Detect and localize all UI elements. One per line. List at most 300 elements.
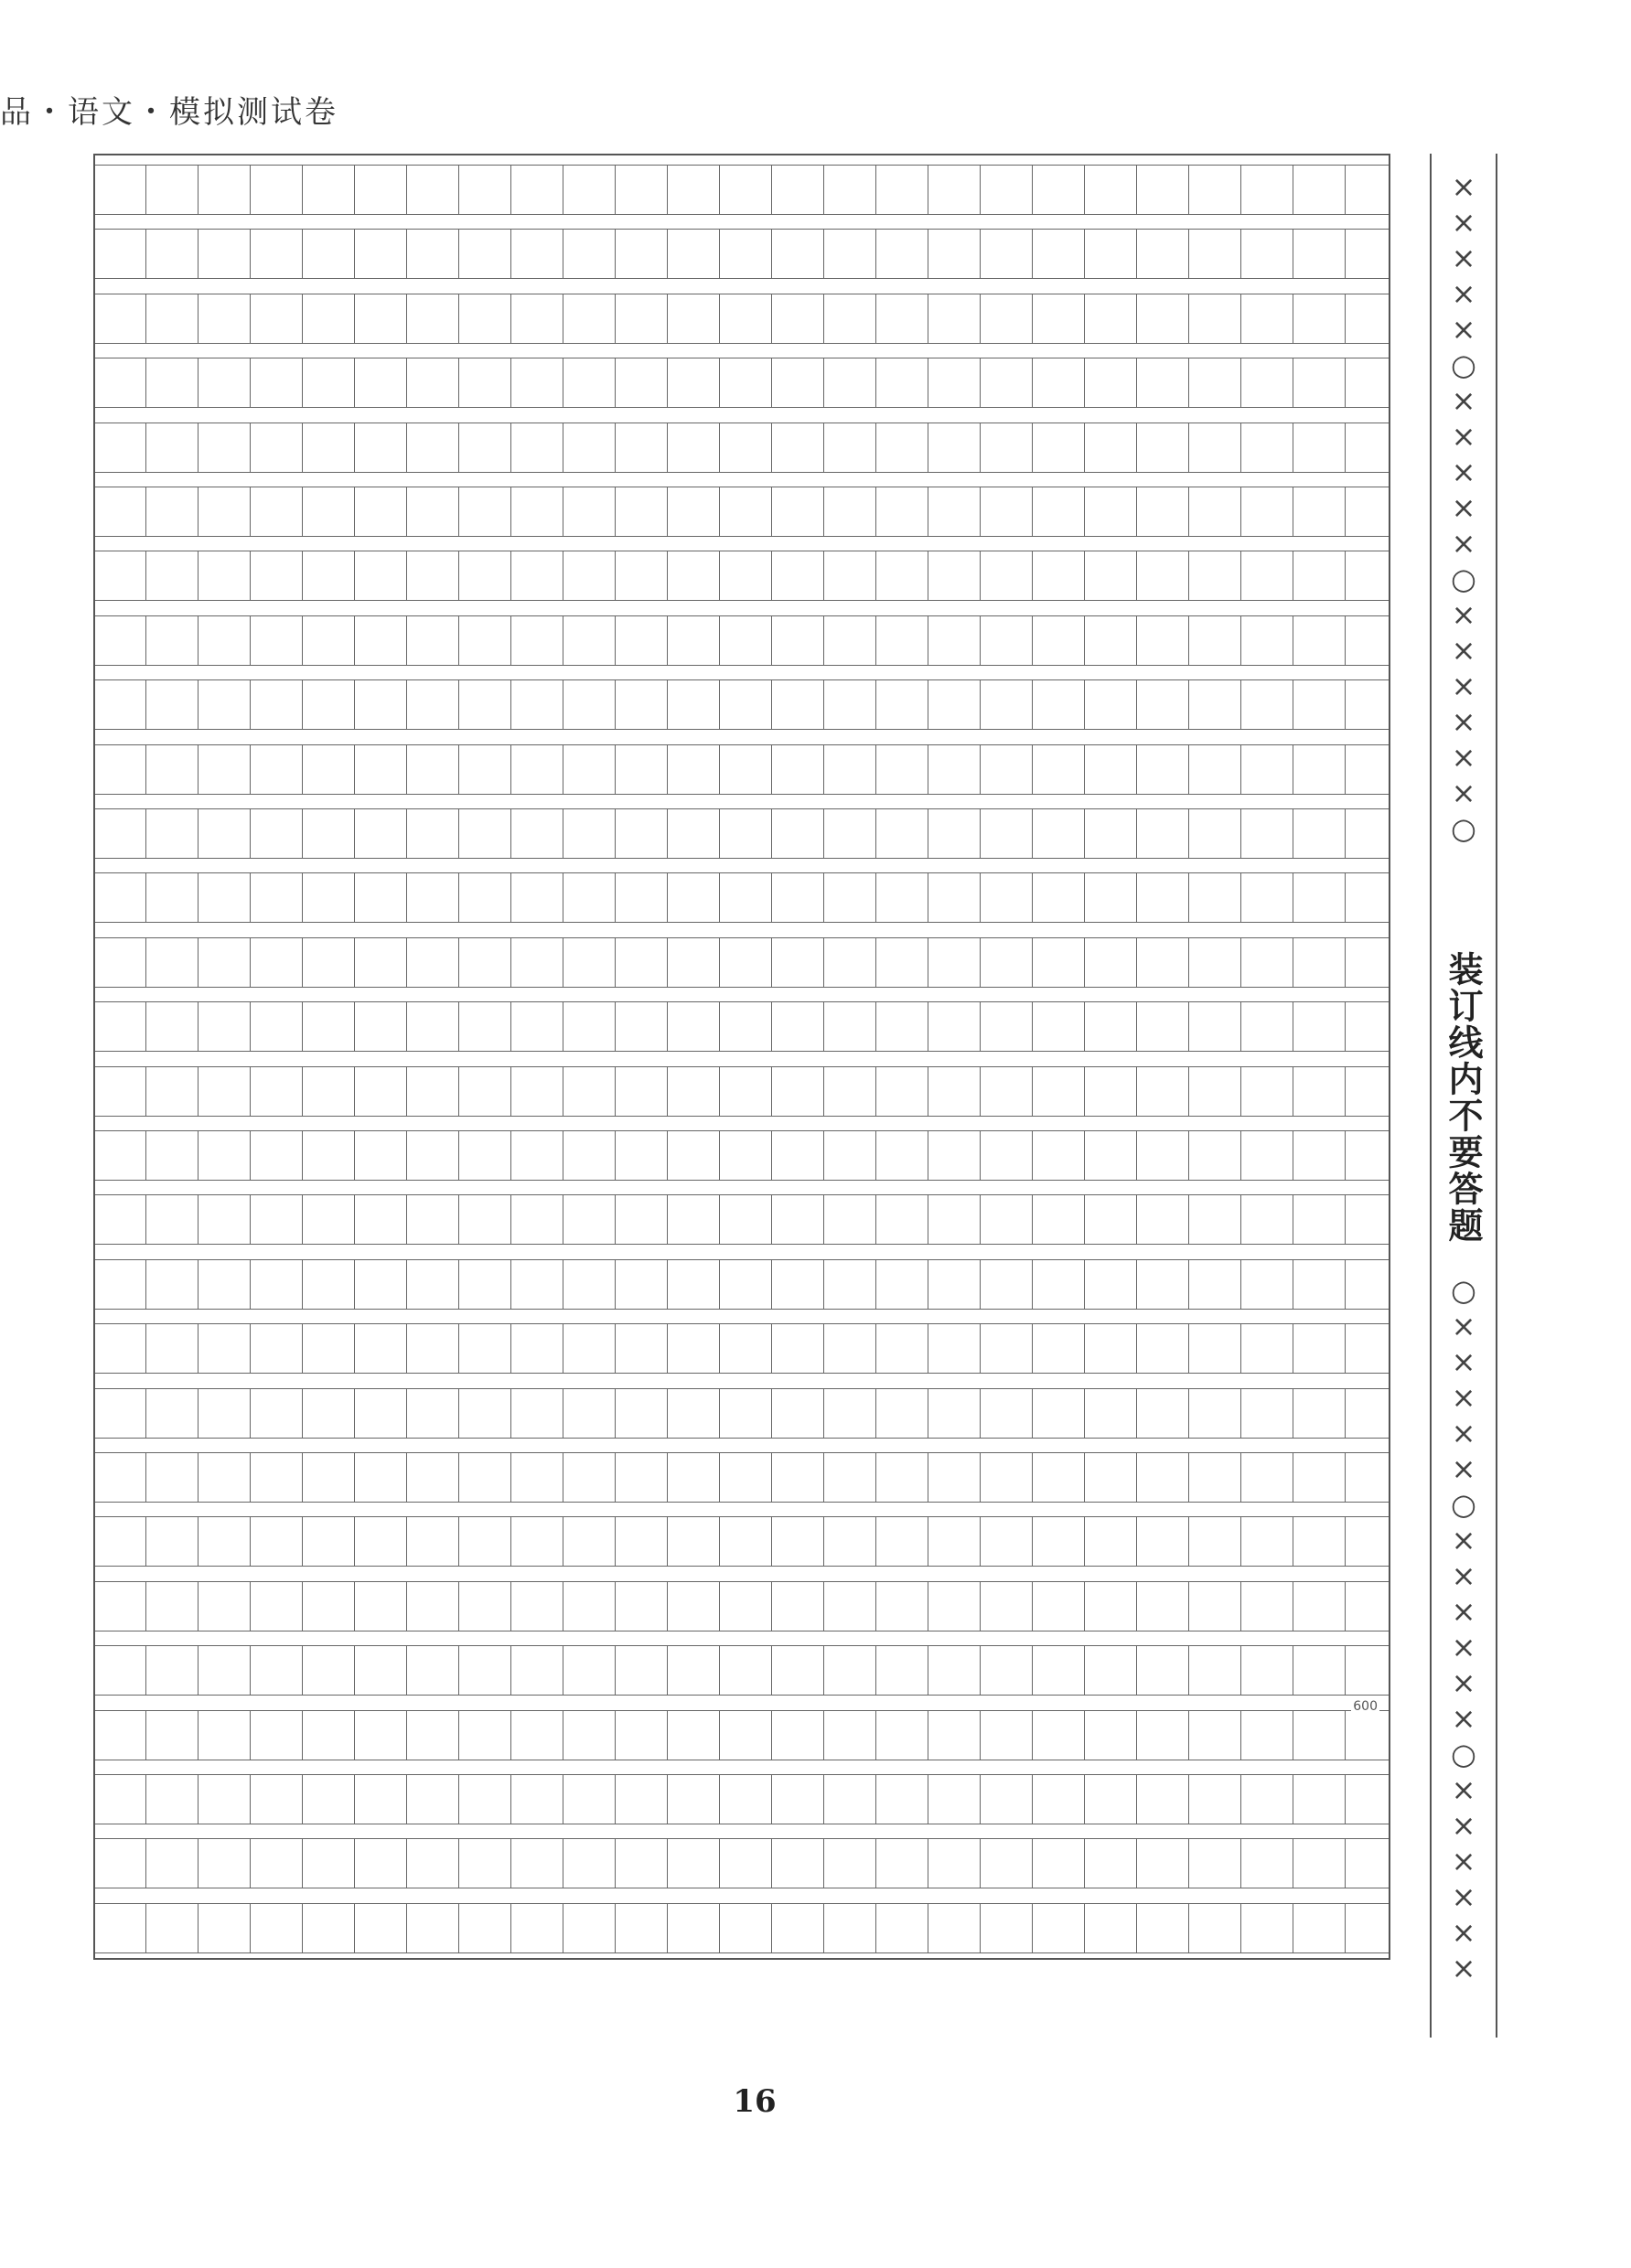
- grid-cell[interactable]: [1346, 294, 1398, 343]
- grid-cell[interactable]: [1241, 230, 1293, 278]
- grid-cell[interactable]: [95, 1260, 146, 1309]
- grid-cell[interactable]: [1189, 938, 1241, 987]
- grid-cell[interactable]: [1346, 1904, 1398, 1952]
- grid-cell[interactable]: [95, 1839, 146, 1888]
- grid-cell[interactable]: [1346, 166, 1398, 214]
- grid-cell[interactable]: [355, 938, 407, 987]
- grid-cell[interactable]: [563, 745, 616, 794]
- grid-cell[interactable]: [563, 230, 616, 278]
- grid-cell[interactable]: [668, 487, 720, 536]
- grid-cell[interactable]: [1293, 1775, 1346, 1824]
- grid-cell[interactable]: [355, 551, 407, 600]
- grid-cell[interactable]: [303, 680, 355, 729]
- grid-cell[interactable]: [876, 166, 928, 214]
- grid-cell[interactable]: [876, 230, 928, 278]
- grid-cell[interactable]: [1346, 616, 1398, 665]
- grid-cell[interactable]: [511, 1324, 563, 1373]
- grid-cell[interactable]: [146, 1839, 199, 1888]
- grid-cell[interactable]: [928, 1904, 981, 1952]
- grid-cell[interactable]: [407, 487, 459, 536]
- grid-cell[interactable]: [824, 1260, 876, 1309]
- grid-cell[interactable]: [251, 487, 303, 536]
- grid-cell[interactable]: [407, 1067, 459, 1116]
- grid-cell[interactable]: [1189, 1775, 1241, 1824]
- grid-cell[interactable]: [1137, 873, 1189, 922]
- grid-cell[interactable]: [616, 551, 668, 600]
- grid-cell[interactable]: [876, 358, 928, 407]
- grid-cell[interactable]: [355, 873, 407, 922]
- grid-cell[interactable]: [616, 809, 668, 858]
- grid-cell[interactable]: [1189, 358, 1241, 407]
- grid-cell[interactable]: [824, 1131, 876, 1180]
- grid-cell[interactable]: [720, 616, 772, 665]
- grid-cell[interactable]: [720, 1904, 772, 1952]
- grid-cell[interactable]: [720, 1002, 772, 1051]
- grid-cell[interactable]: [511, 1839, 563, 1888]
- grid-cell[interactable]: [511, 1517, 563, 1566]
- grid-cell[interactable]: [199, 294, 251, 343]
- grid-cell[interactable]: [303, 1389, 355, 1438]
- grid-cell[interactable]: [876, 1582, 928, 1631]
- grid-cell[interactable]: [1346, 487, 1398, 536]
- grid-cell[interactable]: [1189, 1324, 1241, 1373]
- grid-cell[interactable]: [251, 1324, 303, 1373]
- grid-cell[interactable]: [981, 551, 1033, 600]
- grid-cell[interactable]: [1189, 809, 1241, 858]
- grid-cell[interactable]: [824, 680, 876, 729]
- grid-cell[interactable]: [928, 1582, 981, 1631]
- grid-cell[interactable]: [772, 1195, 824, 1244]
- grid-cell[interactable]: [407, 1904, 459, 1952]
- grid-cell[interactable]: [1189, 616, 1241, 665]
- grid-cell[interactable]: [146, 358, 199, 407]
- grid-cell[interactable]: [668, 1195, 720, 1244]
- grid-cell[interactable]: [459, 487, 511, 536]
- grid-cell[interactable]: [928, 809, 981, 858]
- grid-cell[interactable]: [199, 1260, 251, 1309]
- grid-cell[interactable]: [772, 1904, 824, 1952]
- grid-cell[interactable]: [303, 1067, 355, 1116]
- grid-cell[interactable]: [303, 938, 355, 987]
- grid-cell[interactable]: [668, 1839, 720, 1888]
- grid-cell[interactable]: [1137, 487, 1189, 536]
- grid-cell[interactable]: [511, 1389, 563, 1438]
- grid-cell[interactable]: [720, 551, 772, 600]
- grid-cell[interactable]: [981, 1517, 1033, 1566]
- grid-cell[interactable]: [1033, 1389, 1085, 1438]
- grid-cell[interactable]: [407, 551, 459, 600]
- grid-cell[interactable]: [720, 1839, 772, 1888]
- grid-cell[interactable]: [1293, 873, 1346, 922]
- grid-cell[interactable]: [303, 1775, 355, 1824]
- grid-cell[interactable]: [1085, 1453, 1137, 1502]
- grid-cell[interactable]: [824, 938, 876, 987]
- grid-cell[interactable]: [1085, 745, 1137, 794]
- grid-cell[interactable]: [668, 616, 720, 665]
- grid-cell[interactable]: [668, 166, 720, 214]
- grid-cell[interactable]: [668, 1711, 720, 1760]
- grid-cell[interactable]: [668, 873, 720, 922]
- grid-cell[interactable]: [407, 1711, 459, 1760]
- grid-cell[interactable]: [876, 1904, 928, 1952]
- grid-cell[interactable]: [459, 1904, 511, 1952]
- grid-cell[interactable]: [1085, 1195, 1137, 1244]
- grid-cell[interactable]: [199, 1195, 251, 1244]
- grid-cell[interactable]: [303, 1904, 355, 1952]
- grid-cell[interactable]: [720, 1260, 772, 1309]
- grid-cell[interactable]: [563, 1453, 616, 1502]
- grid-cell[interactable]: [981, 938, 1033, 987]
- grid-cell[interactable]: [616, 1775, 668, 1824]
- grid-cell[interactable]: [616, 1389, 668, 1438]
- grid-cell[interactable]: [876, 809, 928, 858]
- grid-cell[interactable]: [616, 1260, 668, 1309]
- grid-cell[interactable]: [772, 166, 824, 214]
- grid-cell[interactable]: [1033, 1646, 1085, 1695]
- grid-cell[interactable]: [95, 1067, 146, 1116]
- grid-cell[interactable]: [146, 1002, 199, 1051]
- grid-cell[interactable]: [459, 938, 511, 987]
- grid-cell[interactable]: [616, 1646, 668, 1695]
- grid-cell[interactable]: [407, 1517, 459, 1566]
- grid-cell[interactable]: [668, 680, 720, 729]
- grid-cell[interactable]: [459, 358, 511, 407]
- grid-cell[interactable]: [1293, 1002, 1346, 1051]
- grid-cell[interactable]: [251, 1839, 303, 1888]
- grid-cell[interactable]: [459, 1453, 511, 1502]
- grid-cell[interactable]: [459, 809, 511, 858]
- grid-cell[interactable]: [563, 487, 616, 536]
- grid-cell[interactable]: [1033, 487, 1085, 536]
- grid-cell[interactable]: [1189, 873, 1241, 922]
- grid-cell[interactable]: [772, 1775, 824, 1824]
- grid-cell[interactable]: [459, 1195, 511, 1244]
- grid-cell[interactable]: [981, 166, 1033, 214]
- grid-cell[interactable]: [95, 745, 146, 794]
- grid-cell[interactable]: [303, 487, 355, 536]
- grid-cell[interactable]: [616, 423, 668, 472]
- grid-cell[interactable]: [511, 551, 563, 600]
- grid-cell[interactable]: [981, 1775, 1033, 1824]
- grid-cell[interactable]: [1137, 423, 1189, 472]
- grid-cell[interactable]: [1085, 358, 1137, 407]
- grid-cell[interactable]: [511, 809, 563, 858]
- grid-cell[interactable]: [1137, 1002, 1189, 1051]
- grid-cell[interactable]: [981, 1453, 1033, 1502]
- grid-cell[interactable]: [1241, 1839, 1293, 1888]
- grid-cell[interactable]: [981, 1389, 1033, 1438]
- grid-cell[interactable]: [1293, 1711, 1346, 1760]
- grid-cell[interactable]: [1137, 1389, 1189, 1438]
- grid-cell[interactable]: [459, 745, 511, 794]
- grid-cell[interactable]: [407, 1582, 459, 1631]
- grid-cell[interactable]: [199, 745, 251, 794]
- grid-cell[interactable]: [511, 680, 563, 729]
- grid-cell[interactable]: [1241, 1260, 1293, 1309]
- grid-cell[interactable]: [1346, 680, 1398, 729]
- grid-cell[interactable]: [511, 1775, 563, 1824]
- grid-cell[interactable]: [303, 1711, 355, 1760]
- grid-cell[interactable]: [1189, 551, 1241, 600]
- grid-cell[interactable]: [876, 938, 928, 987]
- grid-cell[interactable]: [303, 1453, 355, 1502]
- grid-cell[interactable]: [616, 1517, 668, 1566]
- grid-cell[interactable]: [876, 745, 928, 794]
- grid-cell[interactable]: [459, 294, 511, 343]
- grid-cell[interactable]: [146, 616, 199, 665]
- grid-cell[interactable]: [1033, 1775, 1085, 1824]
- grid-cell[interactable]: [772, 680, 824, 729]
- grid-cell[interactable]: [1033, 1453, 1085, 1502]
- grid-cell[interactable]: [981, 1195, 1033, 1244]
- grid-cell[interactable]: [251, 1775, 303, 1824]
- grid-cell[interactable]: [1033, 1517, 1085, 1566]
- grid-cell[interactable]: [824, 1904, 876, 1952]
- grid-cell[interactable]: [1241, 1517, 1293, 1566]
- grid-cell[interactable]: [407, 423, 459, 472]
- grid-cell[interactable]: [668, 745, 720, 794]
- grid-cell[interactable]: [1033, 230, 1085, 278]
- grid-cell[interactable]: [95, 680, 146, 729]
- grid-cell[interactable]: [981, 294, 1033, 343]
- grid-cell[interactable]: [1137, 1517, 1189, 1566]
- grid-cell[interactable]: [95, 873, 146, 922]
- grid-cell[interactable]: [720, 1775, 772, 1824]
- grid-cell[interactable]: [303, 423, 355, 472]
- grid-cell[interactable]: [407, 745, 459, 794]
- grid-cell[interactable]: [199, 1582, 251, 1631]
- grid-cell[interactable]: [1346, 1131, 1398, 1180]
- grid-cell[interactable]: [824, 166, 876, 214]
- grid-cell[interactable]: [824, 873, 876, 922]
- grid-cell[interactable]: [1085, 1260, 1137, 1309]
- grid-cell[interactable]: [1346, 1067, 1398, 1116]
- grid-cell[interactable]: [511, 1582, 563, 1631]
- grid-cell[interactable]: [1293, 294, 1346, 343]
- grid-cell[interactable]: [563, 1775, 616, 1824]
- grid-cell[interactable]: [199, 166, 251, 214]
- grid-cell[interactable]: [1241, 166, 1293, 214]
- grid-cell[interactable]: [824, 745, 876, 794]
- grid-cell[interactable]: [668, 1131, 720, 1180]
- grid-cell[interactable]: [981, 1067, 1033, 1116]
- grid-cell[interactable]: [355, 1324, 407, 1373]
- grid-cell[interactable]: [1241, 1582, 1293, 1631]
- grid-cell[interactable]: [1346, 1453, 1398, 1502]
- grid-cell[interactable]: [303, 294, 355, 343]
- grid-cell[interactable]: [1293, 745, 1346, 794]
- grid-cell[interactable]: [303, 358, 355, 407]
- grid-cell[interactable]: [407, 938, 459, 987]
- grid-cell[interactable]: [1189, 1517, 1241, 1566]
- grid-cell[interactable]: [772, 616, 824, 665]
- grid-cell[interactable]: [1033, 1067, 1085, 1116]
- grid-cell[interactable]: [511, 1904, 563, 1952]
- grid-cell[interactable]: [1137, 1775, 1189, 1824]
- grid-cell[interactable]: [981, 616, 1033, 665]
- grid-cell[interactable]: [1137, 166, 1189, 214]
- grid-cell[interactable]: [772, 294, 824, 343]
- grid-cell[interactable]: [1293, 230, 1346, 278]
- grid-cell[interactable]: [668, 1002, 720, 1051]
- grid-cell[interactable]: [1241, 938, 1293, 987]
- grid-cell[interactable]: [1137, 680, 1189, 729]
- grid-cell[interactable]: [95, 1711, 146, 1760]
- grid-cell[interactable]: [824, 551, 876, 600]
- grid-cell[interactable]: [928, 166, 981, 214]
- grid-cell[interactable]: [928, 1131, 981, 1180]
- grid-cell[interactable]: [199, 1324, 251, 1373]
- grid-cell[interactable]: [1241, 1904, 1293, 1952]
- grid-cell[interactable]: [1137, 1453, 1189, 1502]
- grid-cell[interactable]: [407, 616, 459, 665]
- grid-cell[interactable]: [1346, 809, 1398, 858]
- grid-cell[interactable]: [1033, 809, 1085, 858]
- grid-cell[interactable]: [1293, 616, 1346, 665]
- grid-cell[interactable]: [1241, 1646, 1293, 1695]
- grid-cell[interactable]: [824, 1582, 876, 1631]
- grid-cell[interactable]: [720, 1517, 772, 1566]
- grid-cell[interactable]: [981, 1582, 1033, 1631]
- grid-cell[interactable]: [824, 1002, 876, 1051]
- grid-cell[interactable]: [303, 809, 355, 858]
- grid-cell[interactable]: [511, 1195, 563, 1244]
- grid-cell[interactable]: [720, 1195, 772, 1244]
- grid-cell[interactable]: [1085, 938, 1137, 987]
- grid-cell[interactable]: [146, 1517, 199, 1566]
- grid-cell[interactable]: [1033, 1002, 1085, 1051]
- grid-cell[interactable]: [511, 230, 563, 278]
- grid-cell[interactable]: [563, 1260, 616, 1309]
- grid-cell[interactable]: [981, 1131, 1033, 1180]
- grid-cell[interactable]: [146, 294, 199, 343]
- grid-cell[interactable]: [563, 680, 616, 729]
- grid-cell[interactable]: [1241, 1453, 1293, 1502]
- grid-cell[interactable]: [668, 809, 720, 858]
- grid-cell[interactable]: [876, 873, 928, 922]
- grid-cell[interactable]: [251, 1904, 303, 1952]
- grid-cell[interactable]: [355, 1517, 407, 1566]
- grid-cell[interactable]: [1137, 1195, 1189, 1244]
- grid-cell[interactable]: [720, 358, 772, 407]
- grid-cell[interactable]: [720, 745, 772, 794]
- grid-cell[interactable]: [95, 1775, 146, 1824]
- grid-cell[interactable]: [1137, 745, 1189, 794]
- grid-cell[interactable]: [668, 1517, 720, 1566]
- grid-cell[interactable]: [1137, 230, 1189, 278]
- grid-cell[interactable]: [928, 1260, 981, 1309]
- grid-cell[interactable]: [199, 938, 251, 987]
- grid-cell[interactable]: [511, 166, 563, 214]
- grid-cell[interactable]: [1293, 1517, 1346, 1566]
- grid-cell[interactable]: [772, 1517, 824, 1566]
- grid-cell[interactable]: [146, 1453, 199, 1502]
- grid-cell[interactable]: [720, 1646, 772, 1695]
- grid-cell[interactable]: [981, 358, 1033, 407]
- grid-cell[interactable]: [720, 873, 772, 922]
- grid-cell[interactable]: [355, 487, 407, 536]
- grid-cell[interactable]: [772, 230, 824, 278]
- grid-cell[interactable]: [95, 1582, 146, 1631]
- grid-cell[interactable]: [981, 680, 1033, 729]
- grid-cell[interactable]: [146, 166, 199, 214]
- grid-cell[interactable]: [355, 358, 407, 407]
- grid-cell[interactable]: [981, 809, 1033, 858]
- grid-cell[interactable]: [146, 1904, 199, 1952]
- grid-cell[interactable]: [928, 873, 981, 922]
- grid-cell[interactable]: [511, 1646, 563, 1695]
- grid-cell[interactable]: [824, 1453, 876, 1502]
- grid-cell[interactable]: [1085, 1904, 1137, 1952]
- grid-cell[interactable]: [824, 616, 876, 665]
- grid-cell[interactable]: [146, 1711, 199, 1760]
- grid-cell[interactable]: [1137, 1131, 1189, 1180]
- grid-cell[interactable]: [199, 1002, 251, 1051]
- grid-cell[interactable]: [199, 680, 251, 729]
- grid-cell[interactable]: [928, 1646, 981, 1695]
- grid-cell[interactable]: [1137, 358, 1189, 407]
- grid-cell[interactable]: [1189, 294, 1241, 343]
- grid-cell[interactable]: [1241, 358, 1293, 407]
- grid-cell[interactable]: [199, 487, 251, 536]
- grid-cell[interactable]: [303, 745, 355, 794]
- grid-cell[interactable]: [876, 1839, 928, 1888]
- grid-cell[interactable]: [981, 745, 1033, 794]
- grid-cell[interactable]: [511, 358, 563, 407]
- grid-cell[interactable]: [459, 873, 511, 922]
- grid-cell[interactable]: [1241, 1711, 1293, 1760]
- grid-cell[interactable]: [1137, 294, 1189, 343]
- grid-cell[interactable]: [876, 1453, 928, 1502]
- grid-cell[interactable]: [668, 1260, 720, 1309]
- grid-cell[interactable]: [981, 230, 1033, 278]
- grid-cell[interactable]: [563, 1131, 616, 1180]
- grid-cell[interactable]: [1293, 1582, 1346, 1631]
- grid-cell[interactable]: [355, 1775, 407, 1824]
- grid-cell[interactable]: [1085, 809, 1137, 858]
- grid-cell[interactable]: [1033, 1324, 1085, 1373]
- grid-cell[interactable]: [1033, 1839, 1085, 1888]
- grid-cell[interactable]: [1085, 1131, 1137, 1180]
- grid-cell[interactable]: [1346, 423, 1398, 472]
- grid-cell[interactable]: [303, 551, 355, 600]
- grid-cell[interactable]: [1033, 1195, 1085, 1244]
- grid-cell[interactable]: [511, 1260, 563, 1309]
- grid-cell[interactable]: [772, 1582, 824, 1631]
- grid-cell[interactable]: [772, 551, 824, 600]
- grid-cell[interactable]: [407, 1324, 459, 1373]
- grid-cell[interactable]: [355, 1389, 407, 1438]
- grid-cell[interactable]: [511, 487, 563, 536]
- grid-cell[interactable]: [563, 809, 616, 858]
- grid-cell[interactable]: [459, 551, 511, 600]
- grid-cell[interactable]: [1241, 616, 1293, 665]
- grid-cell[interactable]: [563, 873, 616, 922]
- grid-cell[interactable]: [981, 487, 1033, 536]
- grid-cell[interactable]: [459, 423, 511, 472]
- grid-cell[interactable]: [928, 680, 981, 729]
- grid-cell[interactable]: [824, 1195, 876, 1244]
- grid-cell[interactable]: [355, 1067, 407, 1116]
- grid-cell[interactable]: [1293, 358, 1346, 407]
- grid-cell[interactable]: [1189, 1582, 1241, 1631]
- grid-cell[interactable]: [251, 1131, 303, 1180]
- grid-cell[interactable]: [824, 1711, 876, 1760]
- grid-cell[interactable]: [407, 230, 459, 278]
- grid-cell[interactable]: [355, 1195, 407, 1244]
- grid-cell[interactable]: [720, 1453, 772, 1502]
- grid-cell[interactable]: [95, 1646, 146, 1695]
